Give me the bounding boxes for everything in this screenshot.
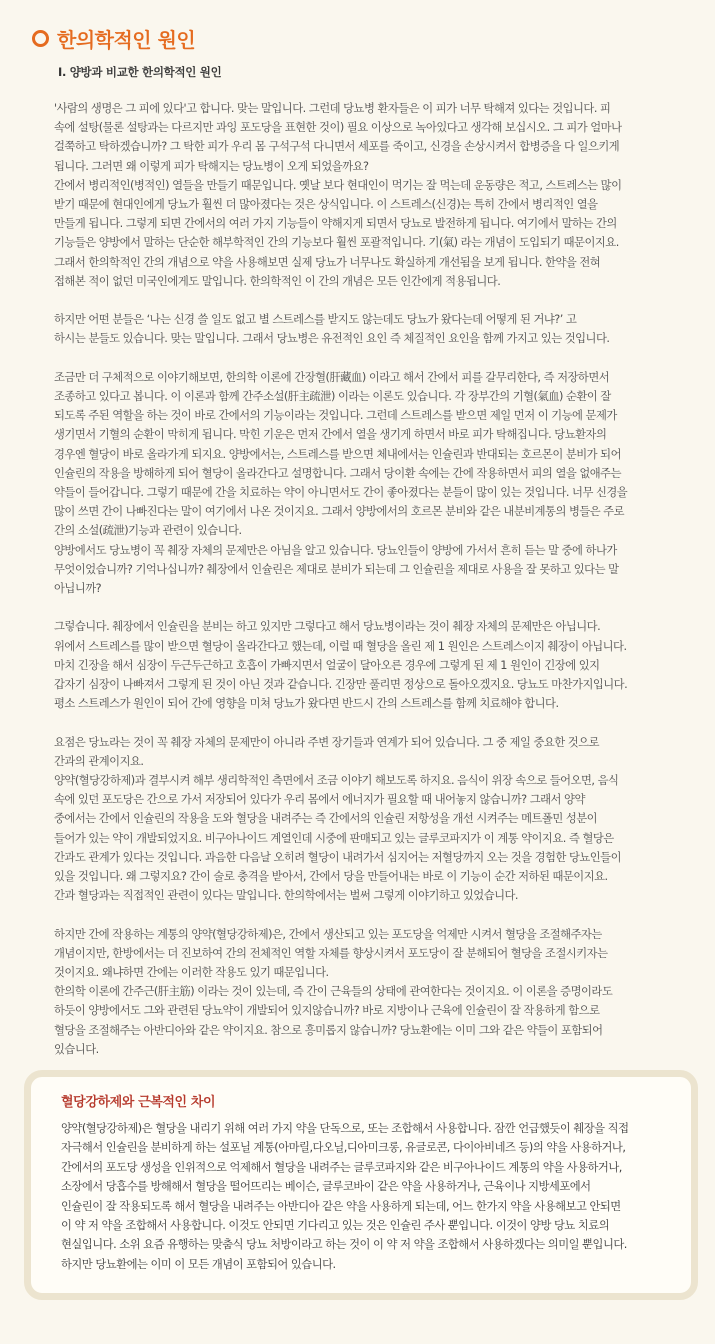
section-header — [32, 22, 195, 54]
callout-text: 양약(혈당강하제)은 혈당을 내리기 위해 여러 가지 약을 단독으로, 또는 조합해서 사용합니다. 잠깐 언급했듯이 췌장을 직접 자극해서 인슐린을 분비하게 하는 설포닐 계통(아마릴,다오닐,디아미크롱, 유글로콘, 다이아비네즈 등)의 약을 사용하거나, 간에서의 포도당 생성을 인위적으로 억제해서 혈당을 내려주는 글루코파지와 같은 비구아나이드 계통의 약을 사용하거나, 소장에서 당흡수를 방해해서 혈당을 떨어뜨리는 베이슨, 글루코바이 같은 약을 사용하거나, 근육이나 지방세포에서 인슐린이 잘 작용되도록 해서 혈당을 내려주는 아반디아 같은 약을 사용하게 되는데, 어느 한가지 약을 사용해보고 안되면 이 약 저 약을 조합해서 사용합니다. 이것도 안되면 기다리고 있는 것은 인슐린 주사 뿐입니다. 이것이 양방 당뇨 치료의 현실입니다. 소위 요즘 유행하는 맞춤식 당뇨 처방이라고 하는 것이 이 약 저 약을 조합해서 사용하겠다는 의미일 뿐입니다. 하지만 당뇨환에는 이미 이 모든 개념이 포함되어 있습니다. — [61, 1122, 629, 1271]
paragraph: 요점은 당뇨라는 것이 꼭 췌장 자체의 문제만이 아니라 주변 장기들과 연계가 되어 있습니다. 그 중 제일 중요한 것으로 간과의 관계이지요. 양약(혈당강하제)과 결부시켜 해부 생리학적인 측면에서 조금 이야기 해보도록 하지요. 음식이 위장 속으로 들어오면, 음식 속에 있던 포도당은 간으로 가서 저장되어 있다가 우리 몸에서 에너지가 필요할 때 내어놓지 않습니까? 그래서 양약 중에서는 간에서 인슐린의 작용을 도와 혈당을 내려주는 즉 간에서의 인슐린 저항성을 개선 시켜주는 메트폴민 성분이 들어가 있는 약이 개발되었지요. 비구아나이드 계열인데 시중에 판매되고 있는 글루코파지가 이 계통 약이지요. 즉 혈당은 간과도 관계가 있다는 것입니다. 과음한 다음날 오히려 혈당이 내려가서 심지어는 저혈당까지 오는 것을 경험한 당뇨인들이 있을 것입니다. 왜 그렇지요? 간이 술로 충격을 받아서, 간에서 당을 만들어내는 바로 이 기능이 순간 저하된 때문이지요. 간과 혈당과는 직접적인 관련이 있다는 말입니다. 한의학에서는 벌써 그렇게 이야기하고 있었습니다. — [54, 735, 622, 903]
article-body — [54, 99, 659, 1059]
page-title: 한의학적인 원인 — [57, 27, 196, 52]
callout-title: 혈당강하제와 근복적인 차이 — [61, 1095, 216, 1110]
difference-callout-box — [24, 1070, 698, 1300]
paragraph: 조금만 더 구체적으로 이야기해보면, 한의학 이론에 간장혈(肝藏血) 이라고 해서 간에서 피를 갈무리한다, 즉 저장하면서 조종하고 있다고 봅니다. 이 이론과 함께 간주소설(肝主疏泄) 이라는 이론도 있습니다. 각 장부간의 기혈(氣血) 순환이 잘 되도록 주된 역할을 하는 것이 바로 간에서의 기능이라는 것입니다. 그런데 스트레스를 받으면 제일 먼저 이 기능에 문제가 생기면서 기혈의 순환이 막히게 됩니다. 막힌 기운은 먼저 간에서 열을 생기게 하면서 바로 피가 탁해집니다. 당뇨환자의 경우엔 혈당이 바로 올라가게 되지요. 양방에서는, 스트레스를 받으면 체내에서는 인슐린과 반대되는 호르몬이 분비가 되어 인슐린의 작용을 방해하게 되어 혈당이 올라간다고 설명합니다. 그래서 당이환 속에는 간에 작용하면서 피의 열을 없애주는 약들이 들어갑니다. 그렇기 때문에 간을 치료하는 약이 아니면서도 간이 좋아졌다는 분들이 많이 있는 것입니다. 너무 신경을 많이 쓰면 간이 나빠진다는 말이 여기에서 나온 것이지요. 그래서 양방에서의 호르몬 분비와 같은 내분비계통의 병들은 주로 간의 소설(疏泄)기능과 관련이 있습니다. 양방에서도 당뇨병이 꼭 췌장 자체의 문제만은 아님을 알고 있습니다. 당뇨인들이 양방에 가서서 흔히 듣는 말 중에 하나가 무엇이었습니까? 기억나십니까? 췌장에서 인슐린은 제대로 분비가 되는데 그 인슐린을 제대로 사용을 잘 못하고 있다는 말 아닙니까? — [54, 370, 628, 596]
paragraph: 하지만 간에 작용하는 계통의 양약(혈당강하제)은, 간에서 생산되고 있는 포도당을 억제만 시켜서 혈당을 조절해주자는 개념이지만, 한방에서는 더 진보하여 간의 전체적인 역할 자체를 향상시켜서 포도당이 잘 분해되어 혈당을 조절시키자는 것이지요. 왜냐하면 간에는 이러한 작용도 있기 때문입니다. 한의학 이론에 간주근(肝主筋) 이라는 것이 있는데, 즉 간이 근육들의 상태에 관여한다는 것이지요. 이 이론을 증명이라도 하듯이 양방에서도 그와 관련된 당뇨약이 개발되어 있지않습니까? 바로 지방이나 근육에 인슐린이 잘 작용하게 함으로 혈당을 조절해주는 아반디아와 같은 약이지요. 참으로 흥미롭지 않습니까? 당뇨환에는 이미 그와 같은 약들이 포함되어 있습니다. — [54, 927, 613, 1056]
paragraph: '사람의 생명은 그 피에 있다'고 합니다. 맞는 말입니다. 그런데 당뇨병 환자들은 이 피가 너무 탁해져 있다는 것입니다. 피 속에 설탕(물론 설탕과는 다르지만 과잉 포도당을 표현한 것이) 필요 이상으로 녹아있다고 생각해 보십시오. 그 피가 얼마나 걸쭉하고 탁하겠습니까? 그 탁한 피가 우리 몸 구석구석 다니면서 세포를 죽이고, 신경을 손상시켜서 합병증을 다 일으키게 됩니다. 그러면 왜 이렇게 피가 탁해지는 당뇨병이 오게 되었을까요? 간에서 병리적인(병적인) 열들을 만들기 때문입니다. 옛날 보다 현대인이 먹기는 잘 먹는데 운동량은 적고, 스트레스는 많이 받기 때문에 현대인에게 당뇨가 훨씬 더 많아졌다는 것은 상식입니다. 이 스트레스(신경)는 특히 간에서 병리적인 열을 만들게 됩니다. 그렇게 되면 간에서의 여러 가지 기능들이 약해지게 되면서 당뇨로 발전하게 됩니다. 여기에서 말하는 간의 기능들은 양방에서 말하는 단순한 해부학적인 간의 기능보다 훨씬 포괄적입니다. 기(氣) 라는 개념이 도입되기 때문이지요. 그래서 한의학적인 간의 개념으로 약을 사용해보면 실제 당뇨가 너무나도 확실하게 개선됨을 보게 됩니다. 한약을 전혀 접해본 적이 없던 미국인에게도 말입니다. 한의학적인 이 간의 개념은 모든 인간에게 적용됩니다. — [54, 102, 622, 288]
paragraph: 하지만 어떤 분들은 ‘나는 신경 쓸 일도 없고 별 스트레스를 받지도 않는데도 당뇨가 왔다는데 어떻게 된 거냐?’ 고 하시는 분들도 있습니다. 맞는 말입니다. 그래서 당뇨병은 유전적인 요인 즉 체질적인 요인을 함께 가지고 있는 것입니다. — [54, 313, 610, 346]
ring-bullet-icon — [32, 30, 49, 47]
paragraph: 그렇습니다. 췌장에서 인슐린을 분비는 하고 있지만 그렇다고 해서 당뇨병이라는 것이 췌장 자체의 문제만은 아닙니다. 위에서 스트레스를 많이 받으면 혈당이 올라간다고 했는데, 이럴 때 혈당을 올린 제 1 원인은 스트레스이지 췌장이 아닙니다. 마치 긴장을 해서 심장이 두근두근하고 호흡이 가빠지면서 얼굴이 달아오른 경우에 그렇게 된 제 1 원인이 긴장에 있지 갑자기 심장이 나빠져서 그렇게 된 것이 아닌 것과 같습니다. 긴장만 풀리면 정상으로 돌아오겠지요. 당뇨도 마찬가지입니다. 평소 스트레스가 원인이 되어 간에 영향을 미쳐 당뇨가 왔다면 반드시 간의 스트레스를 함께 치료해야 합니다. — [54, 620, 628, 711]
section-subtitle: Ⅰ. 양방과 비교한 한의학적인 원인 — [58, 65, 222, 79]
